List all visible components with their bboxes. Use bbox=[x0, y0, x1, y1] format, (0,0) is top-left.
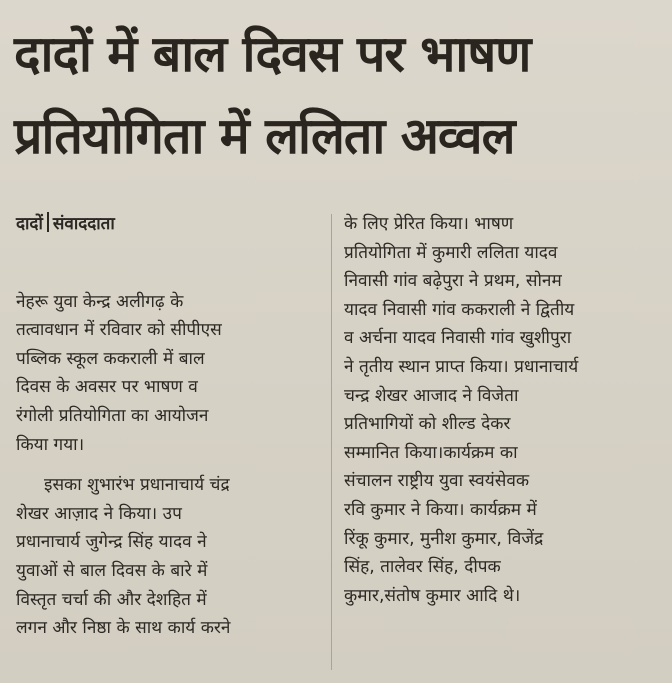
text-line: किया गया। bbox=[16, 434, 85, 455]
headline-line-1: दादों में बाल दिवस पर भाषण bbox=[14, 25, 531, 83]
headline bbox=[14, 12, 662, 176]
paragraph-1 bbox=[16, 288, 320, 460]
text-line: रंगोली प्रतियोगिता का आयोजन bbox=[16, 405, 209, 426]
right-column bbox=[344, 210, 656, 610]
text-line: निवासी गांव बढ़ेपुरा ने प्रथम, सोनम bbox=[344, 271, 562, 292]
text-line: सम्मानित किया।कार्यक्रम का bbox=[344, 442, 518, 463]
paragraph-2 bbox=[16, 471, 320, 643]
text-line: प्रतिभागियों को शील्ड देकर bbox=[344, 414, 511, 435]
text-line: विस्तृत चर्चा की और देशहित में bbox=[16, 589, 207, 610]
text-line: नेहरू युवा केन्द्र अलीगढ़ के bbox=[16, 291, 184, 312]
byline-separator bbox=[47, 212, 49, 232]
text-line: रिंकू कुमार, मुनीश कुमार, विजेंद्र bbox=[344, 528, 544, 549]
text-line: शेखर आज़ाद ने किया। उप bbox=[16, 503, 182, 524]
text-line: दिवस के अवसर पर भाषण व bbox=[16, 377, 198, 398]
text-line: युवाओं से बाल दिवस के बारे में bbox=[16, 560, 208, 581]
text-line: सिंह, तालेवर सिंह, दीपक bbox=[344, 557, 501, 578]
text-line: संचालन राष्ट्रीय युवा स्वयंसेवक bbox=[344, 471, 530, 492]
text-line: चन्द्र शेखर आजाद ने विजेता bbox=[344, 385, 519, 406]
left-column bbox=[16, 210, 320, 643]
text-line: व अर्चना यादव निवासी गांव खुशीपुरा bbox=[344, 328, 572, 349]
text-line: के लिए प्रेरित किया। भाषण bbox=[344, 214, 514, 234]
column-divider bbox=[331, 214, 332, 670]
text-line: प्रतियोगिता में कुमारी ललिता यादव bbox=[344, 242, 558, 263]
text-line: पब्लिक स्कूल ककराली में बाल bbox=[16, 348, 205, 369]
text-line: तत्वावधान में रविवार को सीपीएस bbox=[16, 320, 222, 341]
text-line: प्रधानाचार्य जुगेन्द्र सिंह यादव ने bbox=[16, 532, 207, 553]
text-line: ने तृतीय स्थान प्राप्त किया। प्रधानाचार्य bbox=[344, 356, 579, 377]
text-line: कुमार,संतोष कुमार आदि थे। bbox=[344, 585, 521, 606]
text-line: लगन और निष्ठा के साथ कार्य करने bbox=[16, 618, 231, 639]
headline-line-2: प्रतियोगिता में ललिता अव्वल bbox=[14, 107, 515, 165]
text-line: यादव निवासी गांव ककराली ने द्वितीय bbox=[344, 299, 575, 320]
byline bbox=[16, 210, 320, 239]
byline-reporter: संवाददाता bbox=[52, 214, 115, 234]
byline-place: दादों bbox=[16, 214, 43, 234]
text-line: रवि कुमार ने किया। कार्यक्रम में bbox=[344, 499, 537, 520]
text-line: इसका शुभारंभ प्रधानाचार्य चंद्र bbox=[44, 475, 230, 496]
